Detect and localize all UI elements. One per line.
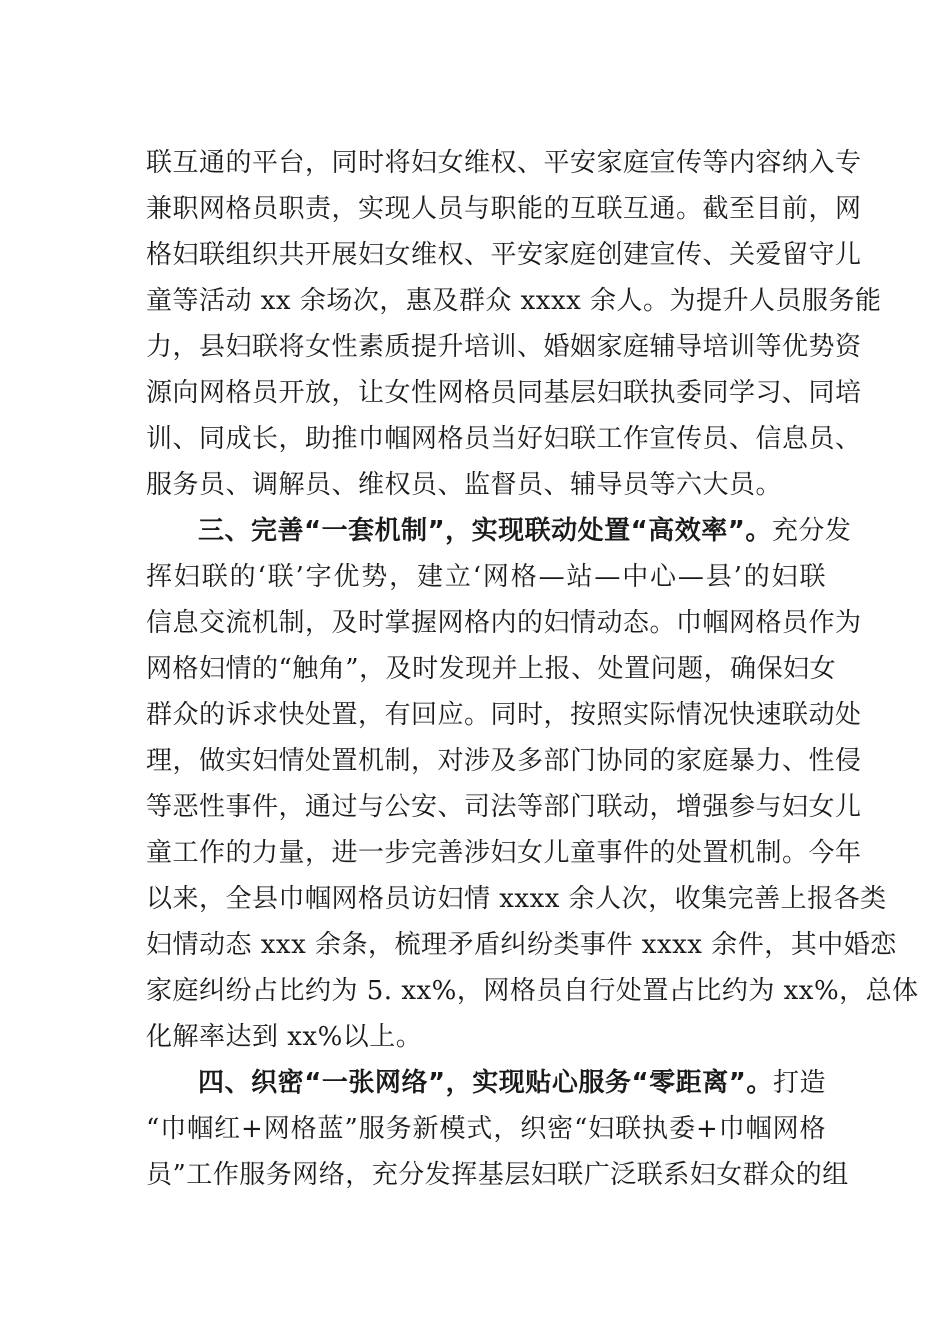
paragraph-line: 力，县妇联将女性素质提升培训、婚姻家庭辅导培训等优势资 [146,332,862,362]
paragraph-line: 网格妇情的“触角”，及时发现并上报、处置问题，确保妇女 [146,654,837,684]
paragraph-line: 以来，全县巾帼网格员访妇情 xxxx 余人次，收集完善上报各类 [146,884,887,914]
paragraph-line: 源向网格员开放，让女性网格员同基层妇联执委同学习、同培 [146,378,862,408]
paragraph-line: 家庭纠纷占比约为 5. xx%，网格员自行处置占比约为 xx%，总体 [146,976,919,1006]
paragraph-line: 兼职网格员职责，实现人员与职能的互联互通。截至目前，网 [146,194,862,224]
paragraph-line: 服务员、调解员、维权员、监督员、辅导员等六大员。 [146,470,783,500]
paragraph-line: 格妇联组织共开展妇女维权、平安家庭创建宣传、关爱留守儿 [146,240,862,270]
section-heading: 三、完善“一套机制”，实现联动处置“高效率”。 [198,516,772,546]
paragraph-line: 信息交流机制，及时掌握网格内的妇情动态。巾帼网格员作为 [146,608,862,638]
paragraph-line: 员”工作服务网络，充分发挥基层妇联广泛联系妇女群众的组 [146,1160,849,1190]
paragraph-line: 理，做实妇情处置机制，对涉及多部门协同的家庭暴力、性侵 [146,746,862,776]
paragraph-line: 联互通的平台，同时将妇女维权、平安家庭宣传等内容纳入专 [146,148,862,178]
paragraph-line: 等恶性事件，通过与公安、司法等部门联动，增强参与妇女儿 [146,792,862,822]
section-heading-line [198,514,852,548]
paragraph-line: 训、同成长，助推巾帼网格员当好妇联工作宣传员、信息员、 [146,424,862,454]
heading-line-rest: 充分发 [771,516,852,546]
paragraph-line: 童工作的力量，进一步完善涉妇女儿童事件的处置机制。今年 [146,838,862,868]
section-heading: 四、织密“一张网络”，实现贴心服务“零距离”。 [198,1068,773,1098]
paragraph-line: 童等活动 xx 余场次，惠及群众 xxxx 余人。为提升人员服务能 [146,286,882,316]
paragraph-line: “巾帼红+网格蓝”服务新模式，织密“妇联执委+巾帼网格 [146,1114,826,1144]
paragraph-line: 群众的诉求快处置，有回应。同时，按照实际情况快速联动处 [146,700,862,730]
paragraph-line: 妇情动态 xxx 余条，梳理矛盾纠纷类事件 xxxx 余件，其中婚恋 [146,930,897,960]
section-heading-line [198,1066,826,1100]
heading-line-rest: 打造 [772,1068,826,1098]
paragraph-line: 化解率达到 xx%以上。 [146,1022,423,1052]
paragraph-line: 挥妇联的‘联’字优势，建立‘网格—站—中心—县’的妇联 [146,562,826,592]
